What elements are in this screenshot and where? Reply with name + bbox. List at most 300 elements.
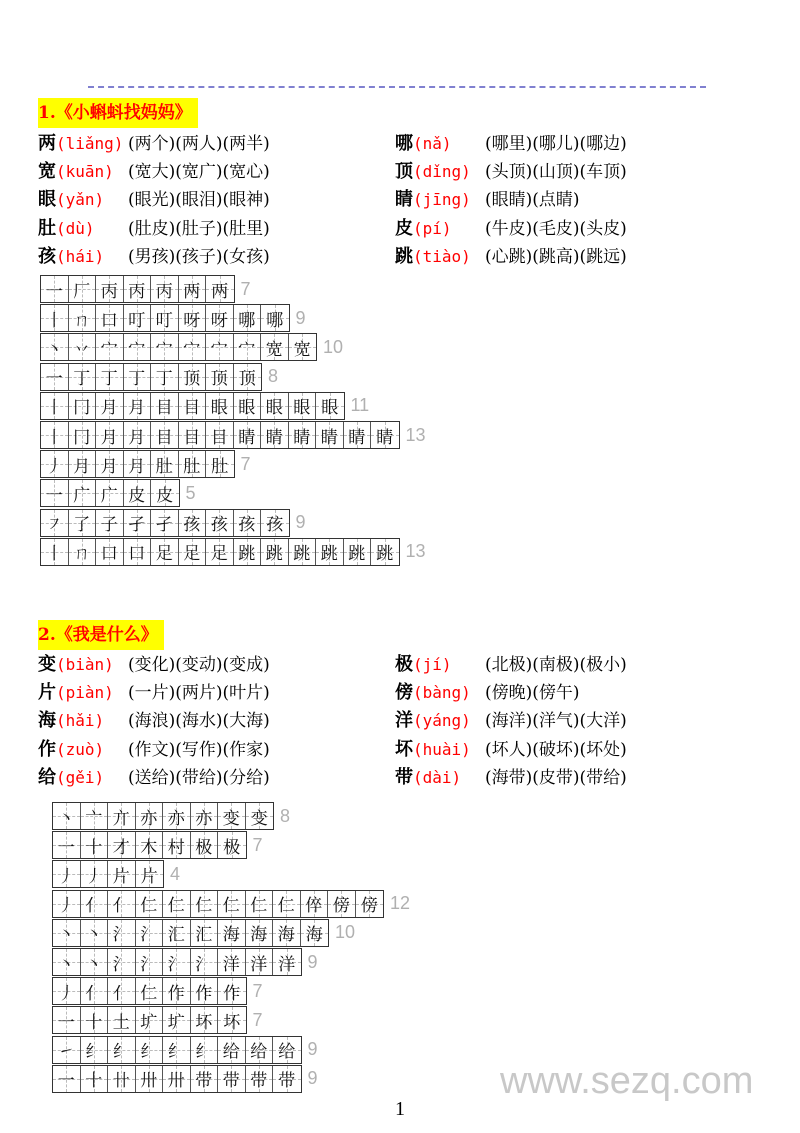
stroke-cell bbox=[261, 393, 289, 419]
stroke-cell bbox=[234, 364, 262, 390]
vocab-char: 顶 bbox=[395, 161, 413, 183]
stroke-count: 11 bbox=[350, 395, 370, 416]
vocab-entry bbox=[38, 243, 270, 271]
stroke-cell bbox=[81, 832, 109, 858]
stroke-count: 9 bbox=[295, 307, 306, 328]
stroke-grid bbox=[52, 1065, 302, 1093]
stroke-cell bbox=[246, 1066, 274, 1092]
stroke-count: 7 bbox=[252, 834, 263, 855]
stroke-cell bbox=[261, 334, 289, 360]
stroke-cell bbox=[206, 334, 234, 360]
stroke-glyph: 口 bbox=[128, 544, 146, 565]
stroke-cell bbox=[41, 510, 69, 536]
stroke-cell bbox=[163, 1037, 191, 1063]
stroke-row bbox=[40, 393, 369, 419]
stroke-cell bbox=[81, 1037, 109, 1063]
watermark: www.sezq.com bbox=[500, 1060, 754, 1102]
stroke-count: 7 bbox=[252, 980, 263, 1001]
stroke-glyph: 变 bbox=[222, 808, 240, 829]
stroke-cell bbox=[41, 451, 69, 477]
stroke-cell bbox=[151, 422, 179, 448]
vocab-char: 海 bbox=[38, 710, 56, 732]
stroke-cell bbox=[41, 334, 69, 360]
stroke-cell bbox=[218, 1037, 246, 1063]
vocab-entry bbox=[395, 215, 627, 243]
stroke-row bbox=[40, 334, 343, 360]
stroke-cell bbox=[108, 1066, 136, 1092]
stroke-cell bbox=[108, 1037, 136, 1063]
vocab-char: 哪 bbox=[395, 133, 413, 154]
stroke-glyph: 亦 bbox=[167, 808, 185, 829]
vocab-words: (两个)(两人)(两半) bbox=[128, 134, 270, 154]
stroke-cell bbox=[301, 920, 329, 946]
stroke-glyph: 皮 bbox=[156, 485, 174, 506]
stroke-cell bbox=[218, 1007, 246, 1033]
stroke-row bbox=[52, 1037, 318, 1063]
stroke-count: 10 bbox=[335, 922, 356, 943]
stroke-glyph: 跳 bbox=[348, 544, 366, 565]
stroke-cell bbox=[53, 949, 81, 975]
stroke-glyph: 宀 bbox=[238, 339, 256, 360]
stroke-glyph: 目 bbox=[183, 427, 201, 448]
stroke-cell bbox=[136, 949, 164, 975]
vocab-pinyin: (jīng) bbox=[413, 190, 471, 210]
stroke-glyph: 作 bbox=[167, 983, 185, 1004]
vocab-char: 极 bbox=[395, 654, 413, 675]
stroke-cell bbox=[124, 480, 152, 506]
vocab-char: 坏 bbox=[395, 738, 413, 760]
stroke-glyph: 宀 bbox=[128, 339, 146, 360]
stroke-cell bbox=[124, 334, 152, 360]
page-number: 1 bbox=[395, 1098, 405, 1120]
stroke-cell bbox=[108, 949, 136, 975]
stroke-glyph: 丶 bbox=[85, 925, 103, 946]
stroke-glyph: 亻 bbox=[85, 896, 103, 917]
vocab-char: 皮 bbox=[395, 217, 413, 239]
stroke-glyph: 氵 bbox=[140, 954, 158, 975]
stroke-glyph: 丿 bbox=[45, 456, 63, 477]
stroke-cell bbox=[69, 334, 97, 360]
vocab-char: 眼 bbox=[38, 189, 56, 211]
stroke-cell bbox=[163, 978, 191, 1004]
stroke-grid bbox=[52, 831, 247, 859]
stroke-cell bbox=[151, 451, 179, 477]
stroke-cell bbox=[69, 510, 97, 536]
stroke-cell bbox=[69, 364, 97, 390]
stroke-glyph: 丶 bbox=[57, 808, 75, 829]
stroke-cell bbox=[289, 422, 317, 448]
stroke-glyph: 洋 bbox=[250, 954, 268, 975]
vocab-words: (海洋)(洋气)(大洋) bbox=[485, 711, 627, 732]
stroke-glyph: 丶 bbox=[85, 954, 103, 975]
stroke-cell bbox=[81, 1066, 109, 1092]
stroke-glyph: 肚 bbox=[155, 456, 173, 477]
stroke-glyph: 睛 bbox=[348, 427, 366, 448]
vocab-char: 孩 bbox=[38, 245, 56, 267]
stroke-glyph: 木 bbox=[140, 837, 158, 858]
vocab-pinyin: (piàn) bbox=[56, 683, 114, 703]
stroke-cell bbox=[234, 393, 262, 419]
stroke-glyph: 一 bbox=[45, 281, 63, 302]
stroke-glyph: 纟 bbox=[140, 1042, 158, 1063]
stroke-glyph: 目 bbox=[155, 398, 173, 419]
stroke-glyph: 仁 bbox=[250, 896, 268, 917]
stroke-glyph: 月 bbox=[128, 456, 146, 477]
stroke-cell bbox=[371, 539, 399, 565]
stroke-cell bbox=[289, 539, 317, 565]
stroke-glyph: 跳 bbox=[293, 544, 311, 565]
stroke-row bbox=[52, 1007, 263, 1033]
stroke-cell bbox=[371, 422, 399, 448]
stroke-glyph: 孩 bbox=[238, 515, 256, 536]
stroke-cell bbox=[151, 334, 179, 360]
vocab-char: 作 bbox=[38, 738, 56, 760]
stroke-glyph: 带 bbox=[278, 1071, 296, 1092]
stroke-glyph: 变 bbox=[250, 808, 268, 829]
stroke-glyph: 丿 bbox=[57, 866, 75, 887]
stroke-glyph: 氵 bbox=[167, 954, 185, 975]
vocab-char: 变 bbox=[38, 654, 56, 675]
stroke-glyph: 片 bbox=[140, 866, 158, 887]
vocab-pinyin: (nǎ) bbox=[413, 134, 452, 153]
vocab-row bbox=[38, 130, 738, 158]
stroke-cell bbox=[191, 832, 219, 858]
stroke-cell bbox=[206, 305, 234, 331]
stroke-cell bbox=[81, 803, 109, 829]
stroke-glyph: 叮 bbox=[128, 310, 146, 331]
stroke-grid bbox=[40, 509, 290, 537]
stroke-glyph: 口 bbox=[100, 310, 118, 331]
stroke-cell bbox=[179, 276, 207, 302]
stroke-glyph: 眼 bbox=[210, 398, 228, 419]
stroke-cell bbox=[163, 803, 191, 829]
stroke-row bbox=[52, 832, 263, 858]
stroke-glyph: 跳 bbox=[320, 544, 338, 565]
vocab-entry bbox=[395, 764, 627, 792]
stroke-glyph: 冂 bbox=[73, 427, 91, 448]
stroke-cell bbox=[53, 978, 81, 1004]
stroke-cell bbox=[136, 1037, 164, 1063]
stroke-glyph: 孑 bbox=[128, 515, 146, 536]
stroke-cell bbox=[108, 891, 136, 917]
vocab-entry bbox=[395, 679, 580, 707]
stroke-cell bbox=[218, 978, 246, 1004]
stroke-count: 9 bbox=[295, 512, 306, 533]
stroke-count: 12 bbox=[390, 893, 411, 914]
stroke-cell bbox=[344, 422, 372, 448]
stroke-count: 10 bbox=[323, 336, 344, 357]
stroke-cell bbox=[124, 393, 152, 419]
vocab-row bbox=[38, 736, 738, 764]
stroke-cell bbox=[206, 539, 234, 565]
stroke-glyph: 眼 bbox=[321, 398, 339, 419]
stroke-glyph: 厂 bbox=[73, 281, 91, 302]
stroke-cell bbox=[191, 803, 219, 829]
stroke-cell bbox=[191, 1066, 219, 1092]
vocab-pinyin: (hái) bbox=[56, 246, 105, 266]
vocab-row bbox=[38, 679, 738, 707]
vocab-char: 两 bbox=[38, 133, 56, 154]
stroke-cell bbox=[151, 364, 179, 390]
section-1-vocab bbox=[38, 130, 738, 271]
stroke-cell bbox=[246, 1037, 274, 1063]
stroke-glyph: 卅 bbox=[140, 1071, 158, 1092]
stroke-glyph: 睛 bbox=[238, 427, 256, 448]
stroke-cell bbox=[96, 364, 124, 390]
stroke-cell bbox=[41, 539, 69, 565]
vocab-pinyin: (huài) bbox=[413, 739, 471, 759]
vocab-row bbox=[38, 158, 738, 186]
stroke-glyph: 肚 bbox=[211, 456, 229, 477]
stroke-cell bbox=[289, 334, 317, 360]
stroke-glyph: 孩 bbox=[183, 515, 201, 536]
stroke-cell bbox=[81, 891, 109, 917]
stroke-cell bbox=[151, 480, 179, 506]
vocab-char: 睛 bbox=[395, 189, 413, 211]
stroke-glyph: 丨 bbox=[45, 310, 63, 331]
stroke-glyph: 氵 bbox=[140, 925, 158, 946]
vocab-words: (眼光)(眼泪)(眼神) bbox=[128, 190, 270, 211]
stroke-glyph: 孑 bbox=[155, 515, 173, 536]
stroke-count: 13 bbox=[405, 424, 426, 445]
stroke-grid bbox=[52, 948, 302, 976]
stroke-glyph: 丙 bbox=[100, 281, 118, 302]
stroke-grid bbox=[40, 538, 400, 566]
vocab-words: (头顶)(山顶)(车顶) bbox=[485, 162, 627, 183]
stroke-glyph: 仁 bbox=[222, 896, 240, 917]
stroke-cell bbox=[108, 1007, 136, 1033]
vocab-row bbox=[38, 651, 738, 679]
stroke-glyph: 给 bbox=[250, 1042, 268, 1063]
stroke-glyph: 月 bbox=[128, 398, 146, 419]
stroke-cell bbox=[163, 1007, 191, 1033]
vocab-pinyin: (dài) bbox=[413, 767, 462, 787]
stroke-glyph: 仁 bbox=[167, 896, 185, 917]
vocab-entry bbox=[38, 186, 270, 214]
stroke-glyph: 孩 bbox=[266, 515, 284, 536]
stroke-glyph: 眼 bbox=[238, 398, 256, 419]
vocab-row bbox=[38, 764, 738, 792]
stroke-cell bbox=[81, 861, 109, 887]
stroke-cell bbox=[179, 539, 207, 565]
dashed-divider bbox=[88, 86, 706, 88]
stroke-cell bbox=[179, 510, 207, 536]
stroke-glyph: 村 bbox=[167, 837, 185, 858]
vocab-row bbox=[38, 707, 738, 735]
stroke-glyph: 冂 bbox=[73, 398, 91, 419]
stroke-cell bbox=[136, 920, 164, 946]
stroke-glyph: 傍 bbox=[332, 896, 350, 917]
stroke-glyph: 眼 bbox=[293, 398, 311, 419]
vocab-entry bbox=[38, 707, 270, 735]
stroke-glyph: ㄇ bbox=[73, 544, 91, 565]
stroke-cell bbox=[179, 422, 207, 448]
stroke-cell bbox=[124, 276, 152, 302]
vocab-pinyin: (dù) bbox=[56, 218, 95, 238]
vocab-row bbox=[38, 215, 738, 243]
stroke-glyph: 丨 bbox=[45, 544, 63, 565]
stroke-glyph: 呀 bbox=[183, 310, 201, 331]
stroke-glyph: ㇇ bbox=[45, 515, 63, 536]
stroke-cell bbox=[246, 803, 274, 829]
stroke-cell bbox=[41, 276, 69, 302]
stroke-cell bbox=[218, 891, 246, 917]
stroke-cell bbox=[273, 949, 301, 975]
stroke-cell bbox=[218, 920, 246, 946]
stroke-cell bbox=[191, 891, 219, 917]
vocab-pinyin: (yáng) bbox=[413, 711, 471, 731]
stroke-row bbox=[52, 1066, 318, 1092]
stroke-cell bbox=[69, 393, 97, 419]
stroke-cell bbox=[151, 539, 179, 565]
stroke-row bbox=[52, 861, 180, 887]
vocab-row bbox=[38, 186, 738, 214]
stroke-cell bbox=[124, 305, 152, 331]
stroke-cell bbox=[191, 1037, 219, 1063]
stroke-cell bbox=[96, 480, 124, 506]
section-1-title: 1.《小蝌蚪找妈妈》 bbox=[38, 98, 198, 128]
stroke-glyph: 丙 bbox=[155, 281, 173, 302]
stroke-grid bbox=[40, 450, 235, 478]
vocab-words: (眼睛)(点睛) bbox=[485, 190, 580, 211]
stroke-glyph: 跳 bbox=[238, 544, 256, 565]
stroke-glyph: 跳 bbox=[265, 544, 283, 565]
vocab-entry bbox=[395, 736, 627, 764]
stroke-glyph: 丨 bbox=[45, 427, 63, 448]
stroke-glyph: 月 bbox=[100, 456, 118, 477]
stroke-cell bbox=[96, 422, 124, 448]
stroke-cell bbox=[53, 832, 81, 858]
vocab-words: (一片)(两片)(叶片) bbox=[128, 683, 270, 704]
stroke-cell bbox=[96, 510, 124, 536]
stroke-glyph: 哪 bbox=[266, 310, 284, 331]
vocab-entry bbox=[38, 651, 270, 679]
stroke-glyph: 宀 bbox=[100, 339, 118, 360]
vocab-words: (北极)(南极)(极小) bbox=[485, 655, 627, 675]
stroke-cell bbox=[69, 480, 97, 506]
stroke-glyph: 丶 bbox=[57, 925, 75, 946]
stroke-glyph: 丁 bbox=[100, 369, 118, 390]
stroke-cell bbox=[41, 393, 69, 419]
stroke-cell bbox=[206, 393, 234, 419]
stroke-glyph: 月 bbox=[100, 398, 118, 419]
stroke-count: 13 bbox=[405, 541, 426, 562]
vocab-words: (哪里)(哪儿)(哪边) bbox=[485, 134, 627, 154]
vocab-char: 肚 bbox=[38, 217, 56, 239]
stroke-count: 8 bbox=[280, 805, 291, 826]
vocab-pinyin: (hǎi) bbox=[56, 711, 105, 731]
stroke-row bbox=[52, 978, 263, 1004]
stroke-cell bbox=[163, 949, 191, 975]
stroke-count: 7 bbox=[240, 453, 251, 474]
stroke-cell bbox=[81, 949, 109, 975]
stroke-glyph: 目 bbox=[155, 427, 173, 448]
stroke-cell bbox=[163, 891, 191, 917]
vocab-entry bbox=[38, 736, 270, 764]
vocab-pinyin: (gěi) bbox=[56, 767, 105, 787]
stroke-count: 7 bbox=[252, 1009, 263, 1030]
vocab-words: (海带)(皮带)(带给) bbox=[485, 767, 627, 788]
stroke-cell bbox=[301, 891, 329, 917]
stroke-cell bbox=[81, 920, 109, 946]
stroke-cell bbox=[41, 364, 69, 390]
stroke-glyph: 汇 bbox=[195, 925, 213, 946]
stroke-glyph: 丁 bbox=[73, 369, 91, 390]
vocab-words: (作文)(写作)(作家) bbox=[128, 739, 270, 760]
stroke-row bbox=[40, 539, 426, 565]
vocab-words: (送给)(带给)(分给) bbox=[128, 767, 270, 788]
stroke-glyph: 两 bbox=[211, 281, 229, 302]
stroke-glyph: 一 bbox=[45, 369, 63, 390]
stroke-cell bbox=[108, 978, 136, 1004]
stroke-cell bbox=[261, 305, 289, 331]
vocab-entry bbox=[395, 651, 627, 679]
stroke-glyph: 亻 bbox=[112, 983, 130, 1004]
stroke-glyph: 顶 bbox=[210, 369, 228, 390]
stroke-glyph: 卄 bbox=[112, 1071, 130, 1092]
vocab-pinyin: (liǎng) bbox=[56, 134, 124, 153]
stroke-glyph: 海 bbox=[277, 925, 295, 946]
stroke-count: 9 bbox=[307, 951, 318, 972]
stroke-grid bbox=[52, 860, 164, 888]
stroke-grid bbox=[40, 275, 235, 303]
stroke-cell bbox=[206, 422, 234, 448]
stroke-glyph: 广 bbox=[73, 485, 91, 506]
stroke-grid bbox=[52, 919, 329, 947]
stroke-cell bbox=[136, 861, 164, 887]
stroke-cell bbox=[289, 393, 317, 419]
stroke-cell bbox=[53, 920, 81, 946]
vocab-words: (变化)(变动)(变成) bbox=[128, 655, 270, 675]
stroke-glyph: 极 bbox=[195, 837, 213, 858]
stroke-glyph: 丙 bbox=[128, 281, 146, 302]
stroke-grid bbox=[52, 890, 384, 918]
stroke-glyph: 纟 bbox=[85, 1042, 103, 1063]
stroke-cell bbox=[151, 305, 179, 331]
stroke-glyph: 倅 bbox=[305, 896, 323, 917]
stroke-row bbox=[40, 305, 306, 331]
stroke-row bbox=[40, 422, 426, 448]
stroke-count: 4 bbox=[170, 863, 181, 884]
stroke-row bbox=[52, 891, 410, 917]
vocab-entry bbox=[395, 186, 580, 214]
stroke-cell bbox=[69, 451, 97, 477]
stroke-glyph: 圹 bbox=[140, 1012, 158, 1033]
stroke-glyph: 睛 bbox=[320, 427, 338, 448]
stroke-cell bbox=[191, 1007, 219, 1033]
vocab-words: (傍晚)(傍午) bbox=[485, 683, 580, 704]
vocab-char: 宽 bbox=[38, 161, 56, 183]
stroke-glyph: 足 bbox=[210, 544, 228, 565]
stroke-glyph: 氵 bbox=[112, 954, 130, 975]
stroke-cell bbox=[179, 334, 207, 360]
stroke-cell bbox=[151, 276, 179, 302]
stroke-cell bbox=[246, 920, 274, 946]
stroke-glyph: 纟 bbox=[167, 1042, 185, 1063]
vocab-entry bbox=[395, 243, 627, 271]
stroke-cell bbox=[163, 920, 191, 946]
stroke-cell bbox=[53, 1007, 81, 1033]
stroke-cell bbox=[53, 1066, 81, 1092]
stroke-cell bbox=[96, 539, 124, 565]
stroke-glyph: 月 bbox=[100, 427, 118, 448]
stroke-glyph: 子 bbox=[100, 515, 118, 536]
stroke-glyph: 亦 bbox=[195, 808, 213, 829]
stroke-glyph: 一 bbox=[57, 1012, 75, 1033]
stroke-glyph: 氵 bbox=[195, 954, 213, 975]
stroke-glyph: 丿 bbox=[57, 983, 75, 1004]
stroke-cell bbox=[108, 832, 136, 858]
